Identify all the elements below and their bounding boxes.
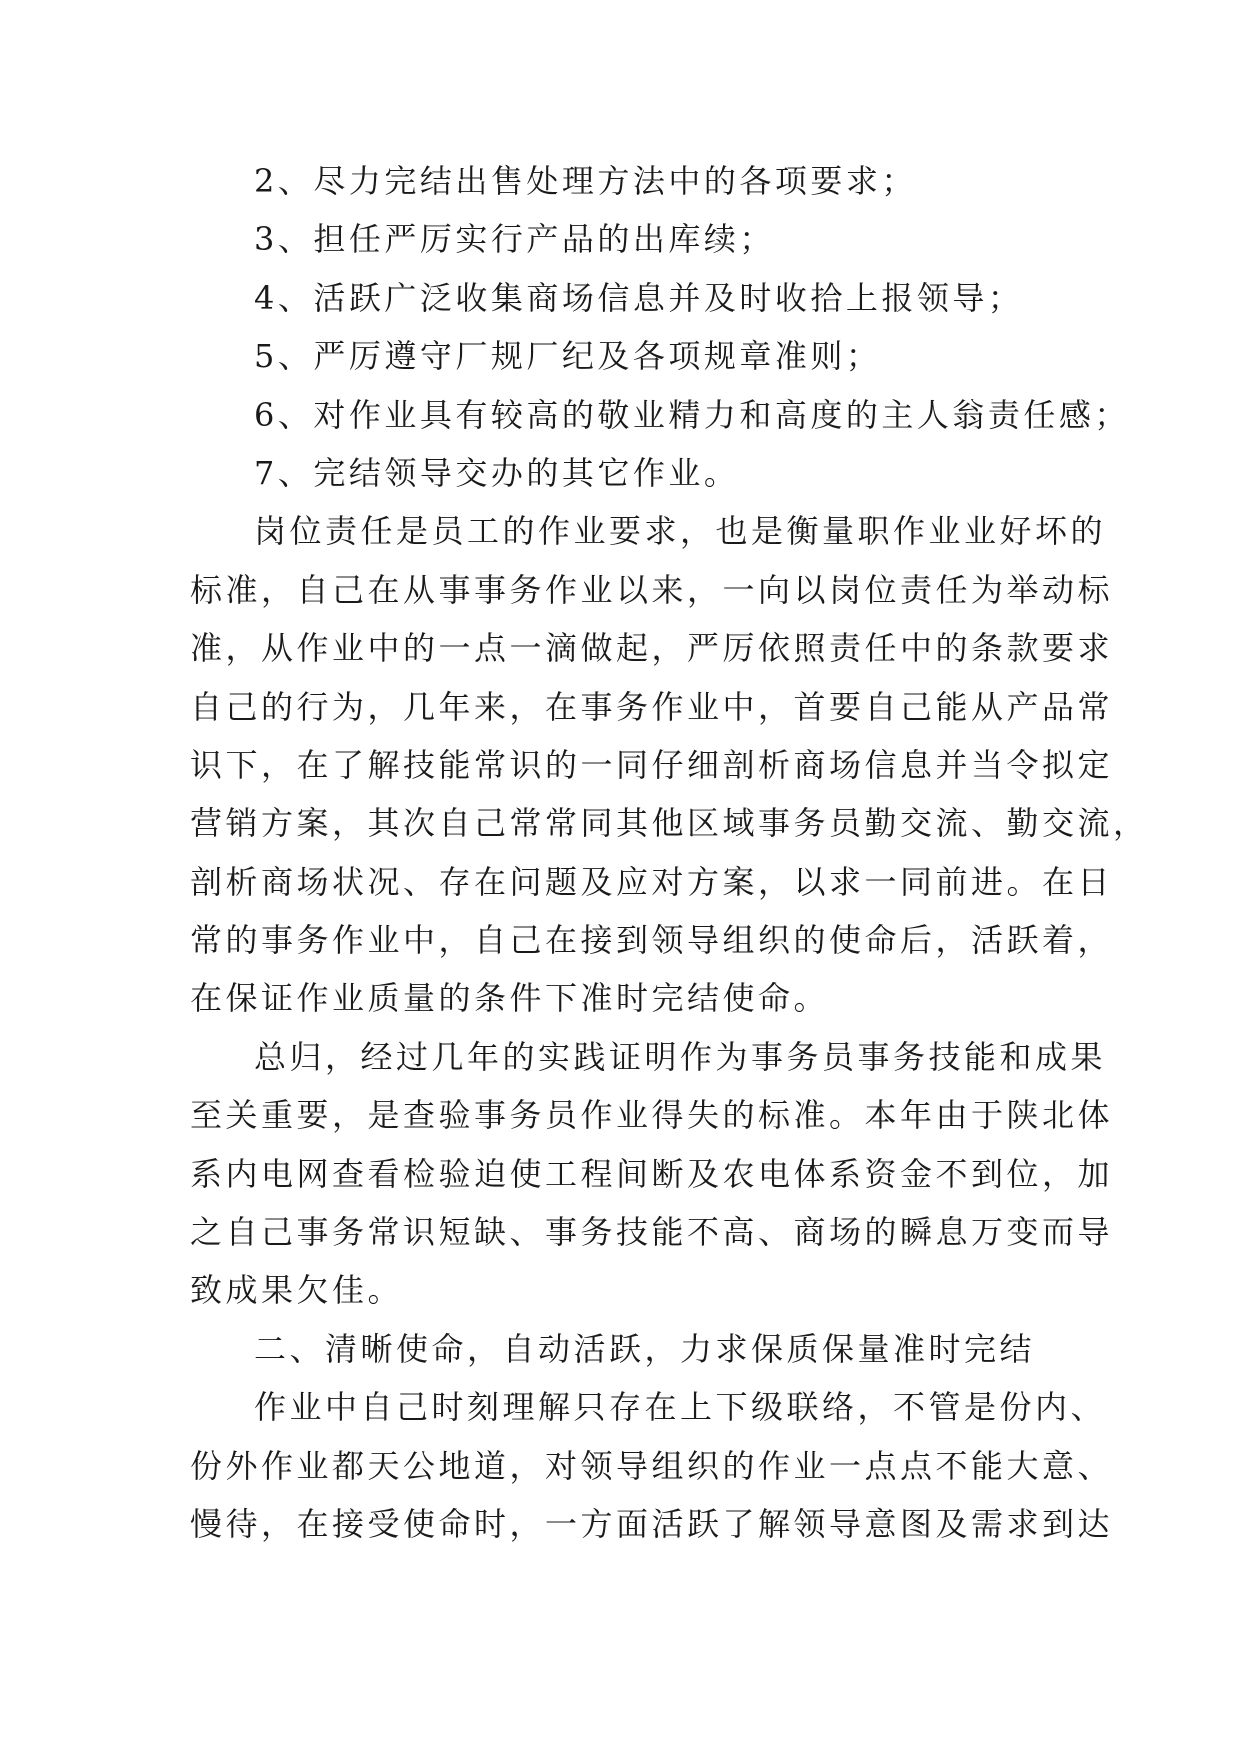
paragraph-line: 剖析商场状况、存在问题及应对方案，以求一同前进。在日 xyxy=(190,862,1114,901)
document-body xyxy=(190,152,1149,1553)
list-item: 5、严厉遵守厂规厂纪及各项规章准则； xyxy=(254,337,882,376)
paragraph-line: 作业中自己时刻理解只存在上下级联络，不管是份内、 xyxy=(254,1388,1107,1427)
list-item: 3、担任严厉实行产品的出库续； xyxy=(254,220,775,259)
paragraph-line: 慢待，在接受使命时，一方面活跃了解领导意图及需求到达 xyxy=(190,1504,1114,1543)
list-item: 2、尽力完结出售处理方法中的各项要求； xyxy=(254,162,917,200)
paragraph-line: 识下，在了解技能常识的一同仔细剖析商场信息并当令拟定 xyxy=(190,745,1114,784)
list-item: 4、活跃广泛收集商场信息并及时收拾上报领导； xyxy=(254,278,1024,317)
paragraph-line: 系内电网查看检验迫使工程间断及农电体系资金不到位，加 xyxy=(190,1154,1114,1193)
section-heading: 二、清晰使命，自动活跃，力求保质保量准时完结 xyxy=(254,1329,1036,1368)
paragraph-line: 份外作业都天公地道，对领导组织的作业一点点不能大意、 xyxy=(190,1446,1114,1485)
paragraph-line: 致成果欠佳。 xyxy=(190,1271,404,1310)
paragraph-line: 常的事务作业中，自己在接到领导组织的使命后，活跃着， xyxy=(190,921,1114,960)
paragraph-line: 至关重要，是查验事务员作业得失的标准。本年由于陕北体 xyxy=(190,1096,1114,1135)
paragraph-line: 之自己事务常识短缺、事务技能不高、商场的瞬息万变而导 xyxy=(190,1213,1114,1252)
paragraph-line: 自己的行为，几年来，在事务作业中，首要自己能从产品常 xyxy=(190,687,1114,726)
paragraph-line: 在保证作业质量的条件下准时完结使命。 xyxy=(190,979,830,1018)
paragraph-line: 总归，经过几年的实践证明作为事务员事务技能和成果 xyxy=(254,1037,1107,1076)
paragraph-summary xyxy=(190,1028,1114,1320)
paragraph-job-responsibility xyxy=(190,502,1149,1028)
list-item: 7、完结领导交办的其它作业。 xyxy=(254,453,740,492)
paragraph-work-attitude xyxy=(190,1378,1114,1553)
paragraph-line: 准，从作业中的一点一滴做起，严厉依照责任中的条款要求 xyxy=(190,629,1114,668)
paragraph-line: 岗位责任是员工的作业要求，也是衡量职作业业好坏的 xyxy=(254,512,1107,551)
paragraph-line: 标准，自己在从事事务作业以来，一向以岗位责任为举动标 xyxy=(190,570,1114,609)
list-item: 6、对作业具有较高的敬业精力和高度的主人翁责任感； xyxy=(254,395,1130,434)
paragraph-line: 营销方案，其次自己常常同其他区域事务员勤交流、勤交流， xyxy=(190,804,1149,843)
